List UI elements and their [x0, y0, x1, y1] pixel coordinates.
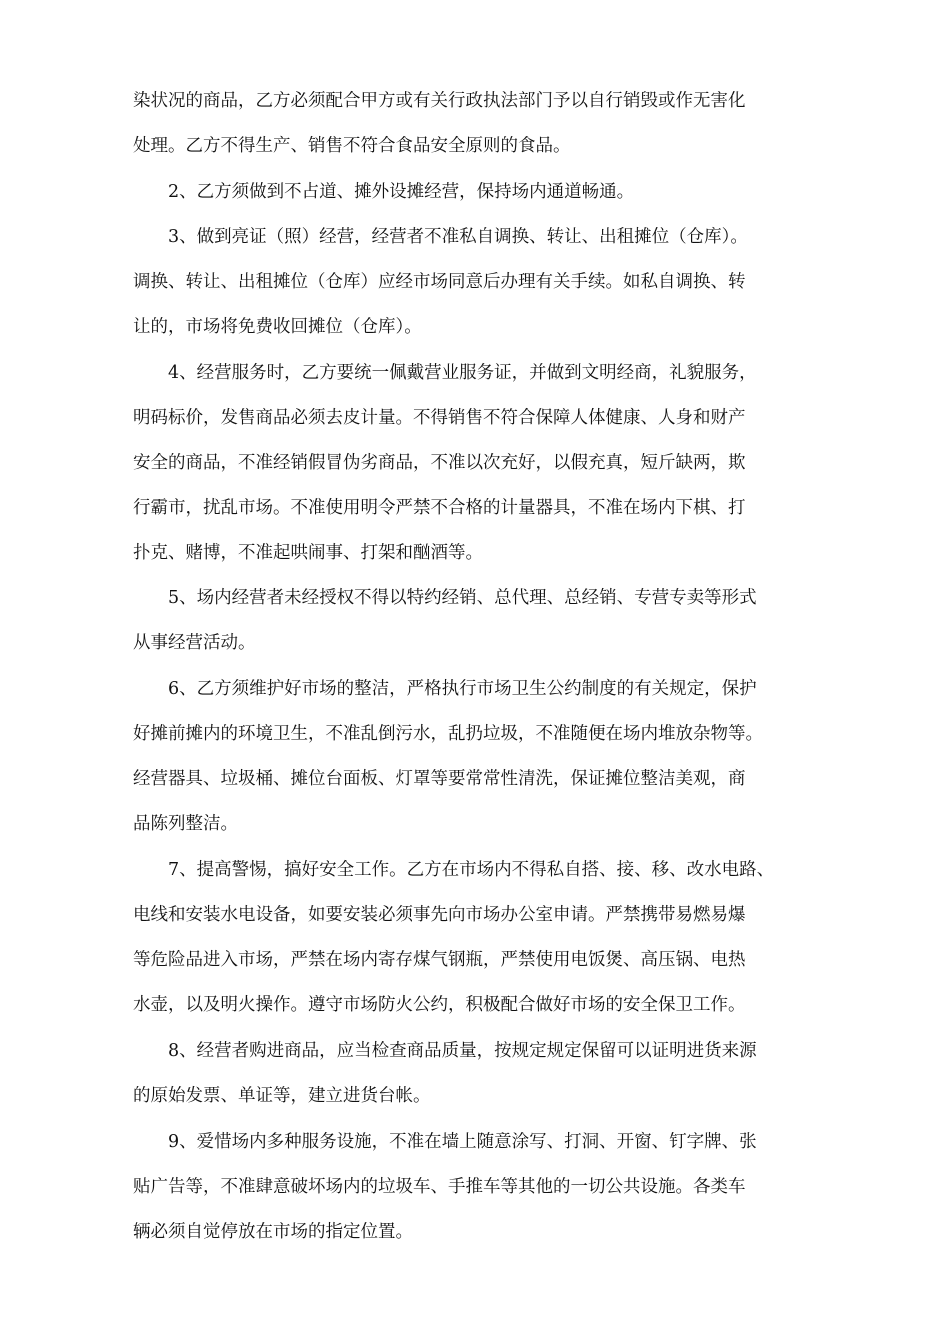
- paragraph-line: 行霸市，扰乱市场。不准使用明令严禁不合格的计量器具，不准在场内下棋、打: [133, 498, 746, 518]
- paragraph-line: 水壶，以及明火操作。遵守市场防火公约，积极配合做好市场的安全保卫工作。: [133, 995, 746, 1015]
- paragraph-line: 染状况的商品，乙方必须配合甲方或有关行政执法部门予以自行销毁或作无害化: [133, 91, 746, 111]
- paragraph-line: 明码标价，发售商品必须去皮计量。不得销售不符合保障人体健康、人身和财产: [133, 408, 746, 428]
- paragraph-line: 辆必须自觉停放在市场的指定位置。: [133, 1222, 413, 1242]
- paragraph-line: 贴广告等，不准肆意破坏场内的垃圾车、手推车等其他的一切公共设施。各类车: [133, 1177, 746, 1197]
- paragraph-line: 扑克、赌博，不准起哄闹事、打架和酗酒等。: [133, 543, 483, 563]
- paragraph-line: 从事经营活动。: [133, 633, 256, 653]
- paragraph-line: 经营器具、垃圾桶、摊位台面板、灯罩等要常常性清洗，保证摊位整洁美观，商: [133, 769, 746, 789]
- paragraph-line: 等危险品进入市场，严禁在场内寄存煤气钢瓶，严禁使用电饭煲、高压锅、电热: [133, 950, 746, 970]
- paragraph-line: 6、乙方须维护好市场的整洁，严格执行市场卫生公约制度的有关规定，保护: [168, 679, 757, 699]
- paragraph-line: 3、做到亮证（照）经营，经营者不准私自调换、转让、出租摊位（仓库）。: [168, 227, 748, 247]
- paragraph-line: 处理。乙方不得生产、销售不符合食品安全原则的食品。: [133, 136, 571, 156]
- paragraph-line: 7、提高警惕，搞好安全工作。乙方在市场内不得私自搭、接、移、改水电路、: [168, 860, 775, 880]
- paragraph-line: 调换、转让、出租摊位（仓库）应经市场同意后办理有关手续。如私自调换、转: [133, 272, 746, 292]
- paragraph-line: 好摊前摊内的环境卫生，不准乱倒污水，乱扔垃圾，不准随便在场内堆放杂物等。: [133, 724, 763, 744]
- paragraph-line: 电线和安装水电设备，如要安装必须事先向市场办公室申请。严禁携带易燃易爆: [133, 905, 746, 925]
- paragraph-line: 安全的商品，不准经销假冒伪劣商品，不准以次充好，以假充真，短斤缺两，欺: [133, 453, 746, 473]
- paragraph-line: 4、经营服务时，乙方要统一佩戴营业服务证，并做到文明经商，礼貌服务，: [168, 363, 757, 383]
- paragraph-line: 2、乙方须做到不占道、摊外设摊经营，保持场内通道畅通。: [168, 182, 635, 202]
- paragraph-line: 8、经营者购进商品，应当检查商品质量，按规定规定保留可以证明进货来源: [168, 1041, 757, 1061]
- paragraph-line: 的原始发票、单证等，建立进货台帐。: [133, 1086, 431, 1106]
- paragraph-line: 5、场内经营者未经授权不得以特约经销、总代理、总经销、专营专卖等形式: [168, 588, 757, 608]
- paragraph-line: 9、爱惜场内多种服务设施，不准在墙上随意涂写、打洞、开窗、钉字牌、张: [168, 1132, 757, 1152]
- paragraph-line: 品陈列整洁。: [133, 814, 238, 834]
- paragraph-line: 让的，市场将免费收回摊位（仓库）。: [133, 317, 422, 337]
